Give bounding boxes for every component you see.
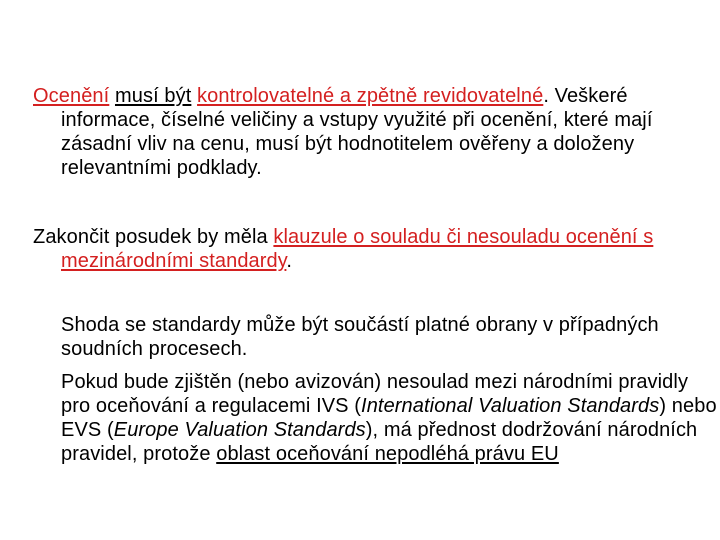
phrase-eu-law: oblast oceňování nepodléhá právu EU xyxy=(216,443,559,465)
punctuation: . xyxy=(286,250,293,272)
paragraph-text: . Veškeré informace, číselné veličiny a vstupy využité při ocenění, které mají zásadní vliv na cenu, musí být hodnotitelem ověřeny a doloženy relevantními podklady. xyxy=(61,85,653,179)
paragraph-text: Shoda se standardy může být součástí platné obrany v případných soudních procesech. xyxy=(61,314,659,360)
ivs-name: International Valuation Standards xyxy=(361,395,660,417)
paragraph-text: Zakončit posudek by měla xyxy=(33,226,274,248)
paragraph-text: ) nebo EVS ( xyxy=(61,395,717,441)
phrase-klauzule: klauzule o souladu či nesouladu ocenění s mezinárodními standardy xyxy=(61,226,654,272)
paragraph-text: Pokud bude zjištěn (nebo avizován) nesoulad mezi národními pravidly pro oceňování a regulacemi IVS ( xyxy=(61,371,689,417)
evs-name: Europe Valuation Standards xyxy=(113,419,366,441)
paragraph-verifiability xyxy=(33,84,720,180)
phrase-musi-byt: musí být xyxy=(114,85,192,107)
paragraph-national-rules xyxy=(33,370,720,466)
paragraph-clause xyxy=(33,225,720,273)
paragraph-compliance xyxy=(33,313,720,361)
paragraph-text: ), má přednost dodržování národních pravidel, protože xyxy=(61,419,698,465)
phrase-kontrolovatelne: kontrolovatelné a zpětně revidovatelné xyxy=(197,85,544,107)
term-oceneni: Ocenění xyxy=(33,85,110,107)
